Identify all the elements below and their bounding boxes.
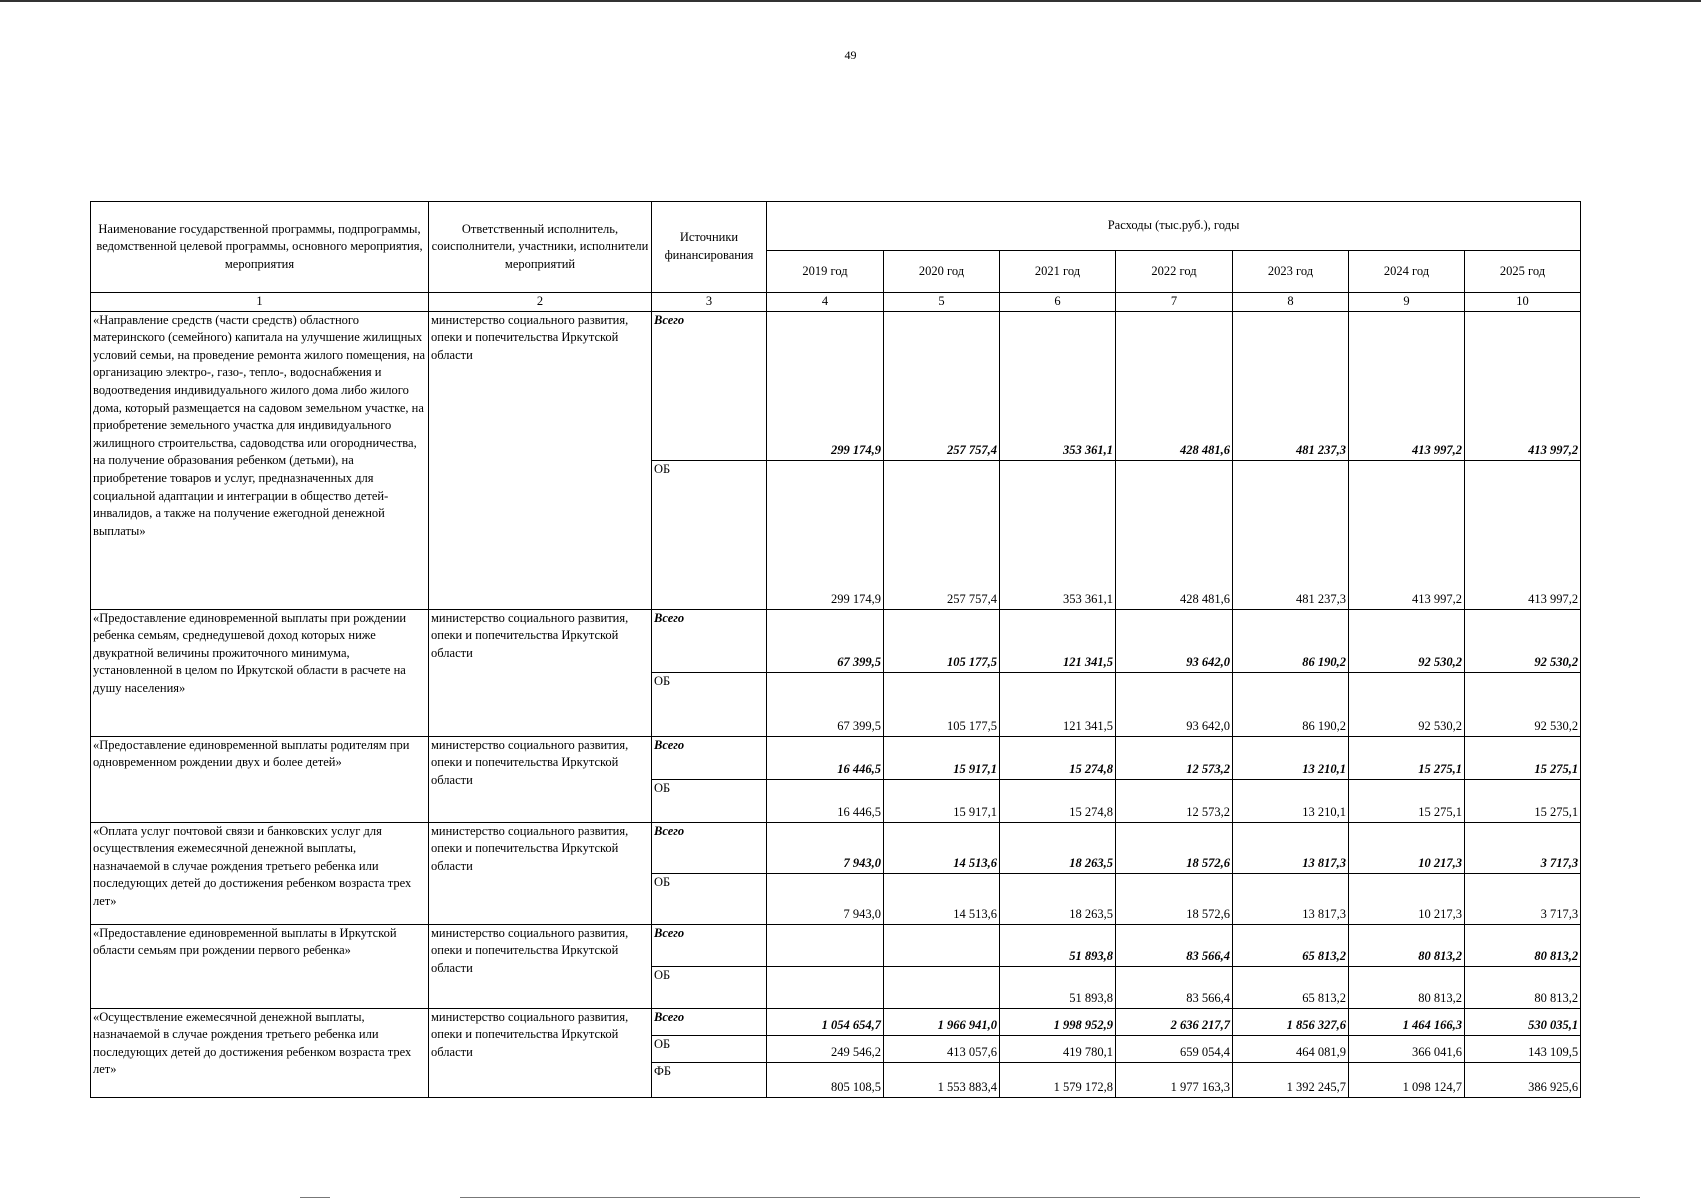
value-cell: 353 361,1 <box>1000 460 1116 609</box>
responsible-cell: министерство социального развития, опеки и попечительства Иркутской области <box>429 822 652 924</box>
value-cell: 80 813,2 <box>1465 966 1581 1008</box>
value-cell: 366 041,6 <box>1349 1035 1465 1062</box>
top-edge-rule <box>0 0 1701 2</box>
value-cell: 65 813,2 <box>1233 966 1349 1008</box>
table-body <box>91 311 1581 1097</box>
program-name-cell: «Направление средств (части средств) областного материнского (семейного) капитала на улучшение жилищных условий семьи, на проведение ремонта жилого помещения, на организацию электро-, газо-, тепло-, водоснабжения и водоотведения индивидуального жилого дома либо жилого дома, который размещается на садовом земельном участке, на приобретение земельного участка для индивидуального жилищного строительства, садоводства или огородничества, на получение образования ребенком (детьми), на приобретение товаров и услуг, предназначенных для социальной адаптации и интеграции в общество детей-инвалидов, а также на получение ежегодной денежной выплаты» <box>91 311 429 609</box>
table-row <box>91 736 1581 779</box>
value-cell: 7 943,0 <box>767 822 884 873</box>
value-cell: 14 513,6 <box>884 822 1000 873</box>
value-cell: 3 717,3 <box>1465 822 1581 873</box>
value-cell: 1 977 163,3 <box>1116 1062 1233 1097</box>
responsible-cell: министерство социального развития, опеки и попечительства Иркутской области <box>429 1008 652 1097</box>
value-cell: 15 275,1 <box>1349 779 1465 822</box>
value-cell: 386 925,6 <box>1465 1062 1581 1097</box>
value-cell: 15 275,1 <box>1465 779 1581 822</box>
value-cell: 15 275,1 <box>1465 736 1581 779</box>
value-cell: 18 572,6 <box>1116 822 1233 873</box>
value-cell: 15 275,1 <box>1349 736 1465 779</box>
value-cell: 413 997,2 <box>1349 460 1465 609</box>
value-cell: 1 392 245,7 <box>1233 1062 1349 1097</box>
source-label: ОБ <box>652 672 767 736</box>
table-row <box>91 609 1581 672</box>
program-name-cell: «Предоставление единовременной выплаты родителям при одновременном рождении двух и более детей» <box>91 736 429 822</box>
value-cell: 92 530,2 <box>1349 672 1465 736</box>
value-cell: 143 109,5 <box>1465 1035 1581 1062</box>
value-cell: 18 263,5 <box>1000 822 1116 873</box>
value-cell: 93 642,0 <box>1116 609 1233 672</box>
header-year: 2019 год <box>767 251 884 293</box>
value-cell: 15 274,8 <box>1000 779 1116 822</box>
table-row <box>91 311 1581 460</box>
value-cell: 1 966 941,0 <box>884 1008 1000 1035</box>
column-number: 4 <box>767 293 884 312</box>
source-label: ОБ <box>652 779 767 822</box>
value-cell: 13 210,1 <box>1233 736 1349 779</box>
value-cell: 80 813,2 <box>1349 966 1465 1008</box>
header-program-name: Наименование государственной программы, подпрограммы, ведомственной целевой программы, основного мероприятия, мероприятия <box>91 202 429 293</box>
value-cell: 413 997,2 <box>1465 460 1581 609</box>
value-cell: 481 237,3 <box>1233 460 1349 609</box>
value-cell <box>767 924 884 966</box>
responsible-cell: министерство социального развития, опеки и попечительства Иркутской области <box>429 736 652 822</box>
value-cell: 80 813,2 <box>1465 924 1581 966</box>
value-cell: 299 174,9 <box>767 311 884 460</box>
value-cell: 12 573,2 <box>1116 779 1233 822</box>
column-number: 10 <box>1465 293 1581 312</box>
header-year: 2022 год <box>1116 251 1233 293</box>
value-cell: 51 893,8 <box>1000 966 1116 1008</box>
value-cell <box>884 924 1000 966</box>
header-year: 2020 год <box>884 251 1000 293</box>
table-row <box>91 1008 1581 1035</box>
program-name-cell: «Оплата услуг почтовой связи и банковских услуг для осуществления ежемесячной денежной выплаты, назначаемой в случае рождения третьего ребенка или последующих детей до достижения ребенком возраста трех лет» <box>91 822 429 924</box>
value-cell: 805 108,5 <box>767 1062 884 1097</box>
value-cell: 1 998 952,9 <box>1000 1008 1116 1035</box>
header-year: 2025 год <box>1465 251 1581 293</box>
value-cell: 18 572,6 <box>1116 873 1233 924</box>
program-name-cell: «Предоставление единовременной выплаты в Иркутской области семьям при рождении первого ребенка» <box>91 924 429 1008</box>
source-label: ОБ <box>652 873 767 924</box>
value-cell: 464 081,9 <box>1233 1035 1349 1062</box>
value-cell: 18 263,5 <box>1000 873 1116 924</box>
header-year: 2024 год <box>1349 251 1465 293</box>
value-cell: 15 917,1 <box>884 736 1000 779</box>
column-number: 3 <box>652 293 767 312</box>
responsible-cell: министерство социального развития, опеки и попечительства Иркутской области <box>429 311 652 609</box>
value-cell: 659 054,4 <box>1116 1035 1233 1062</box>
source-label: ОБ <box>652 1035 767 1062</box>
responsible-cell: министерство социального развития, опеки и попечительства Иркутской области <box>429 924 652 1008</box>
source-label: ОБ <box>652 460 767 609</box>
program-name-cell: «Осуществление ежемесячной денежной выплаты, назначаемой в случае рождения третьего ребенка или последующих детей до достижения ребенком возраста трех лет» <box>91 1008 429 1097</box>
value-cell: 13 817,3 <box>1233 822 1349 873</box>
value-cell: 14 513,6 <box>884 873 1000 924</box>
column-number: 9 <box>1349 293 1465 312</box>
value-cell: 7 943,0 <box>767 873 884 924</box>
column-number: 7 <box>1116 293 1233 312</box>
column-number: 5 <box>884 293 1000 312</box>
value-cell: 121 341,5 <box>1000 672 1116 736</box>
table-header <box>91 202 1581 312</box>
value-cell: 413 997,2 <box>1465 311 1581 460</box>
value-cell: 105 177,5 <box>884 609 1000 672</box>
value-cell: 13 210,1 <box>1233 779 1349 822</box>
value-cell <box>884 966 1000 1008</box>
value-cell: 105 177,5 <box>884 672 1000 736</box>
bottom-edge-mark <box>300 1197 330 1198</box>
header-sources: Источники финансирования <box>652 202 767 293</box>
value-cell: 353 361,1 <box>1000 311 1116 460</box>
value-cell: 2 636 217,7 <box>1116 1008 1233 1035</box>
value-cell: 3 717,3 <box>1465 873 1581 924</box>
value-cell: 92 530,2 <box>1465 672 1581 736</box>
source-label: ОБ <box>652 966 767 1008</box>
page-number: 49 <box>844 48 857 62</box>
value-cell: 1 098 124,7 <box>1349 1062 1465 1097</box>
value-cell: 92 530,2 <box>1349 609 1465 672</box>
value-cell: 1 856 327,6 <box>1233 1008 1349 1035</box>
value-cell: 257 757,4 <box>884 311 1000 460</box>
value-cell: 15 274,8 <box>1000 736 1116 779</box>
value-cell: 80 813,2 <box>1349 924 1465 966</box>
column-number: 1 <box>91 293 429 312</box>
value-cell: 10 217,3 <box>1349 822 1465 873</box>
value-cell: 86 190,2 <box>1233 609 1349 672</box>
value-cell: 92 530,2 <box>1465 609 1581 672</box>
value-cell: 257 757,4 <box>884 460 1000 609</box>
value-cell: 1 464 166,3 <box>1349 1008 1465 1035</box>
value-cell: 83 566,4 <box>1116 966 1233 1008</box>
value-cell: 51 893,8 <box>1000 924 1116 966</box>
value-cell: 419 780,1 <box>1000 1035 1116 1062</box>
source-label: Всего <box>652 924 767 966</box>
value-cell: 121 341,5 <box>1000 609 1116 672</box>
value-cell: 13 817,3 <box>1233 873 1349 924</box>
budget-table <box>90 201 1581 1098</box>
value-cell: 428 481,6 <box>1116 460 1233 609</box>
value-cell: 15 917,1 <box>884 779 1000 822</box>
value-cell: 530 035,1 <box>1465 1008 1581 1035</box>
value-cell: 1 054 654,7 <box>767 1008 884 1035</box>
source-label: Всего <box>652 1008 767 1035</box>
header-year: 2021 год <box>1000 251 1116 293</box>
responsible-cell: министерство социального развития, опеки и попечительства Иркутской области <box>429 609 652 736</box>
value-cell: 67 399,5 <box>767 672 884 736</box>
header-year: 2023 год <box>1233 251 1349 293</box>
source-label: Всего <box>652 311 767 460</box>
value-cell: 65 813,2 <box>1233 924 1349 966</box>
header-expenses: Расходы (тыс.руб.), годы <box>767 202 1581 251</box>
table-row <box>91 822 1581 873</box>
value-cell: 10 217,3 <box>1349 873 1465 924</box>
header-responsible: Ответственный исполнитель, соисполнители, участники, исполнители мероприятий <box>429 202 652 293</box>
bottom-edge-rule <box>460 1197 1640 1198</box>
source-label: Всего <box>652 822 767 873</box>
value-cell: 16 446,5 <box>767 779 884 822</box>
value-cell: 16 446,5 <box>767 736 884 779</box>
source-label: Всего <box>652 736 767 779</box>
value-cell: 249 546,2 <box>767 1035 884 1062</box>
value-cell: 93 642,0 <box>1116 672 1233 736</box>
value-cell: 413 997,2 <box>1349 311 1465 460</box>
value-cell: 481 237,3 <box>1233 311 1349 460</box>
column-number: 8 <box>1233 293 1349 312</box>
value-cell <box>767 966 884 1008</box>
value-cell: 86 190,2 <box>1233 672 1349 736</box>
source-label: Всего <box>652 609 767 672</box>
column-number: 6 <box>1000 293 1116 312</box>
column-number: 2 <box>429 293 652 312</box>
value-cell: 67 399,5 <box>767 609 884 672</box>
value-cell: 83 566,4 <box>1116 924 1233 966</box>
source-label: ФБ <box>652 1062 767 1097</box>
value-cell: 1 579 172,8 <box>1000 1062 1116 1097</box>
value-cell: 299 174,9 <box>767 460 884 609</box>
program-name-cell: «Предоставление единовременной выплаты при рождении ребенка семьям, среднедушевой доход которых ниже двукратной величины прожиточного минимума, установленной в целом по Иркутской области в расчете на душу населения» <box>91 609 429 736</box>
value-cell: 413 057,6 <box>884 1035 1000 1062</box>
value-cell: 1 553 883,4 <box>884 1062 1000 1097</box>
value-cell: 12 573,2 <box>1116 736 1233 779</box>
table-row <box>91 924 1581 966</box>
value-cell: 428 481,6 <box>1116 311 1233 460</box>
